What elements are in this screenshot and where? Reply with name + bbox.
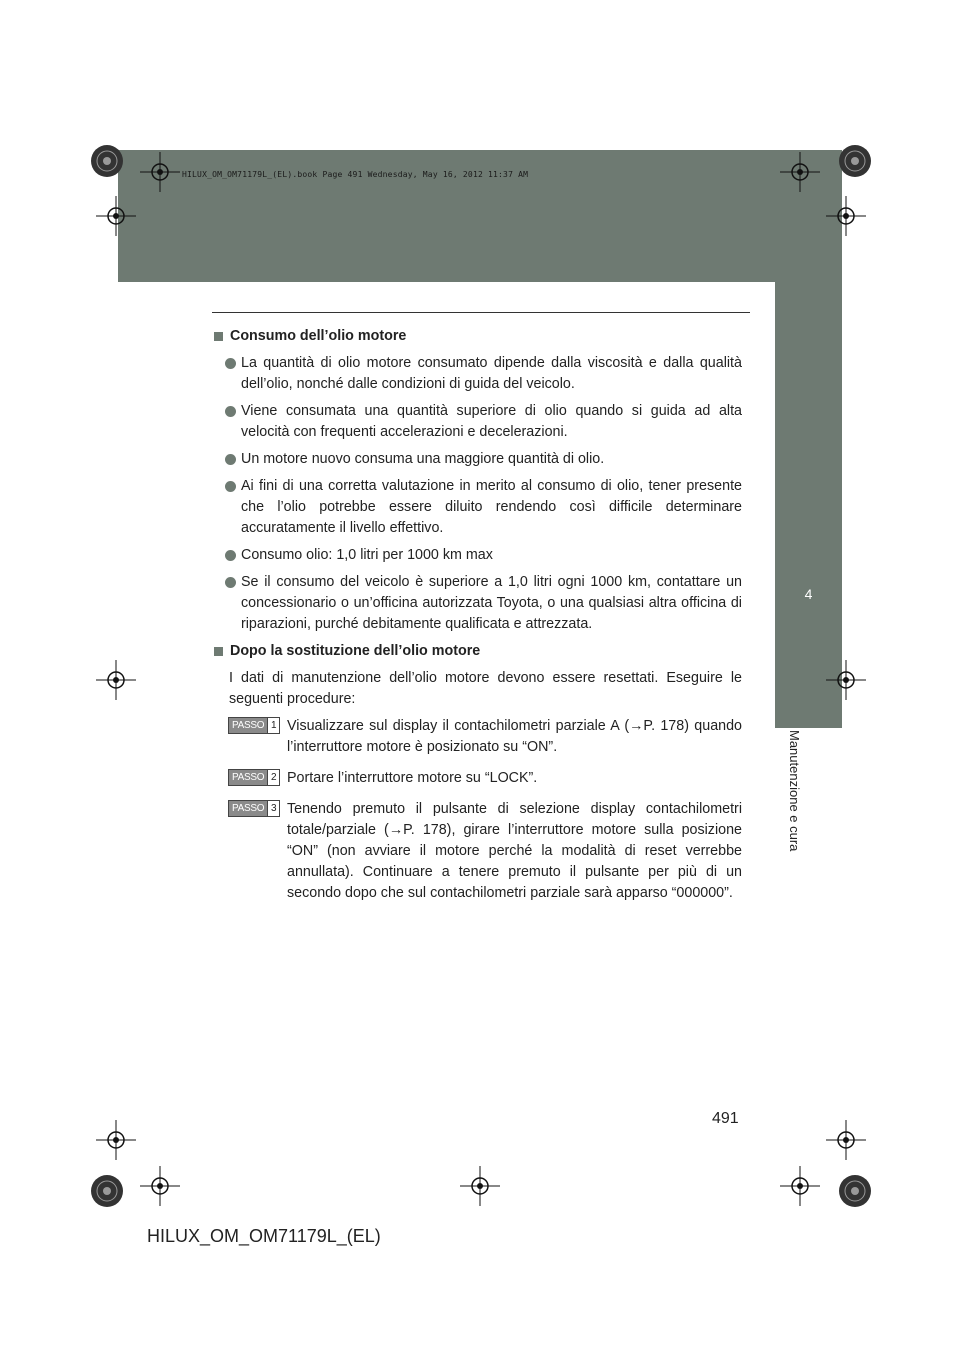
step-item <box>212 768 742 789</box>
top-rule <box>212 312 750 313</box>
crosshair-mark-icon <box>140 152 180 192</box>
crosshair-mark-icon <box>460 1166 500 1206</box>
step-text: Visualizzare sul display il contachilometri parziale A (→P. 178) quando l’interruttore motore è posizionato su “ON”. <box>287 718 742 755</box>
heading-text: Consumo dell’olio motore <box>230 328 407 344</box>
book-stamp: HILUX_OM_OM71179L_(EL).book Page 491 Wednesday, May 16, 2012 11:37 AM <box>182 170 529 179</box>
chapter-label: Manutenzione e cura <box>787 730 802 852</box>
list-item: La quantità di olio motore consumato dipende dalla viscosità e dalla qualità dell’olio, nonché dalle condizioni di guida del veicolo. <box>212 353 742 395</box>
list-item: Ai fini di una corretta valutazione in merito al consumo di olio, tener presente che l’olio potrebbe essere diluito rendendo così difficile determinare accuratamente il livello effettivo. <box>212 476 742 539</box>
crosshair-mark-icon <box>140 1166 180 1206</box>
crosshair-mark-icon <box>780 152 820 192</box>
step-text: Portare l’interruttore motore su “LOCK”. <box>287 770 538 786</box>
crosshair-mark-icon <box>96 196 136 236</box>
step-badge: PASSO 2 <box>228 769 280 786</box>
step-text: Tenendo premuto il pulsante di selezione display contachilometri totale/parziale (→P. 178), girare l’interruttore motore sulla posizione “ON” (non avviare il motore perché la modalità di reset verrebbe annullata). Continuare a tenere premuto il pulsante per più di un secondo dopo che sul contachilometri parziale sarà apparso “000000”. <box>287 801 742 901</box>
starburst-mark-icon <box>838 144 872 178</box>
chapter-number: 4 <box>804 586 813 602</box>
procedure-steps <box>212 716 742 904</box>
square-bullet-icon <box>214 647 223 656</box>
step-item <box>212 799 742 904</box>
section-heading-oil-consumption <box>212 326 742 347</box>
crosshair-mark-icon <box>96 1120 136 1160</box>
square-bullet-icon <box>214 332 223 341</box>
page-content <box>212 326 742 914</box>
list-item: Un motore nuovo consuma una maggiore quantità di olio. <box>212 449 742 470</box>
list-item: Se il consumo del veicolo è superiore a 1,0 litri ogni 1000 km, contattare un concessionario o un’officina autorizzata Toyota, o una qualsiasi altra officina di riparazioni, purché debitamente qualificata e attrezzata. <box>212 572 742 635</box>
list-item: Viene consumata una quantità superiore di olio quando si guida ad alta velocità con frequenti accelerazioni e decelerazioni. <box>212 401 742 443</box>
crosshair-mark-icon <box>96 660 136 700</box>
heading-text: Dopo la sostituzione dell’olio motore <box>230 643 481 659</box>
section-title: 4-3. Manutenzione “fai da te” <box>503 368 708 385</box>
step-badge: PASSO 3 <box>228 800 280 817</box>
starburst-mark-icon <box>90 144 124 178</box>
section-heading-after-oil-change <box>212 641 742 662</box>
crosshair-mark-icon <box>826 196 866 236</box>
step-item <box>212 716 742 758</box>
crosshair-mark-icon <box>826 1120 866 1160</box>
list-item: Consumo olio: 1,0 litri per 1000 km max <box>212 545 742 566</box>
manual-code: HILUX_OM_OM71179L_(EL) <box>147 1226 381 1246</box>
page-number: 491 <box>712 1110 739 1127</box>
starburst-mark-icon <box>838 1174 872 1208</box>
oil-consumption-list <box>212 353 742 635</box>
crosshair-mark-icon <box>780 1166 820 1206</box>
circle-bullet-icon <box>225 550 236 561</box>
starburst-mark-icon <box>90 1174 124 1208</box>
procedure-intro: I dati di manutenzione dell’olio motore devono essere resettati. Eseguire le seguenti procedure: <box>229 670 742 707</box>
circle-bullet-icon <box>225 454 236 465</box>
step-badge: PASSO 1 <box>228 717 280 734</box>
circle-bullet-icon <box>225 406 236 417</box>
circle-bullet-icon <box>225 577 236 588</box>
circle-bullet-icon <box>225 481 236 492</box>
crosshair-mark-icon <box>826 660 866 700</box>
circle-bullet-icon <box>225 358 236 369</box>
